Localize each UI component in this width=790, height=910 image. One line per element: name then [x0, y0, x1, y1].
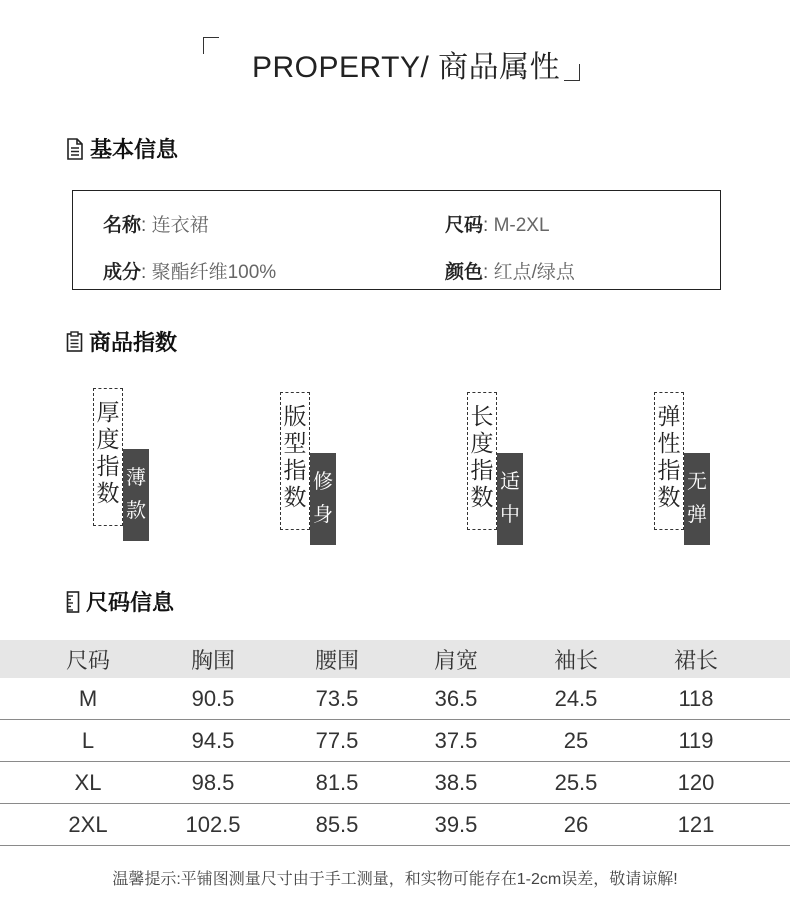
table-cell: 85.5: [315, 811, 359, 837]
table-cell: 38.5: [434, 769, 478, 795]
product-index-heading-label: 商品指数: [89, 330, 178, 355]
info-key: 成分: [103, 262, 142, 283]
size-table: [0, 640, 790, 846]
basic-info-heading: [66, 133, 178, 164]
table-cell: M: [78, 685, 98, 711]
table-cell: 81.5: [315, 769, 359, 795]
index-label-box: [93, 388, 123, 526]
title-corner-bottom-right: [564, 64, 580, 81]
info-value: 红点/绿点: [493, 262, 575, 283]
column-header: 袖长: [553, 647, 598, 673]
index-value-char: 身: [313, 504, 333, 526]
index-label-box: [467, 392, 497, 530]
product-index-heading: [66, 326, 177, 357]
size-info-heading: [66, 586, 174, 617]
table-cell: L: [81, 727, 95, 753]
index-label-char: 指: [657, 457, 681, 483]
index-label-char: 版: [283, 403, 307, 429]
info-separator: :: [141, 262, 152, 283]
info-value: M-2XL: [493, 215, 550, 236]
index-value-box: [684, 453, 710, 545]
index-value-box: [123, 449, 149, 541]
info-item-material: [103, 257, 276, 284]
table-row: [0, 762, 790, 804]
info-item-color: [445, 257, 575, 284]
title-corner-top-left: [203, 37, 219, 54]
table-cell: 118: [678, 685, 714, 711]
table-cell: 102.5: [185, 811, 241, 837]
index-value-char: 款: [126, 500, 146, 522]
index-label-char: 指: [283, 457, 307, 483]
index-label-char: 数: [283, 484, 307, 510]
column-header: 胸围: [190, 647, 235, 673]
index-value-char: 适: [500, 471, 520, 493]
info-item-size: [445, 210, 550, 237]
table-row: [0, 804, 790, 846]
info-key: 颜色: [445, 262, 484, 283]
basic-info-box: [72, 190, 721, 290]
index-label-char: 数: [657, 484, 681, 510]
table-cell: 94.5: [191, 727, 235, 753]
page-title: PROPERTY/ 商品属性: [252, 51, 561, 84]
table-cell: 26: [563, 811, 589, 837]
column-header: 腰围: [314, 647, 359, 673]
table-cell: 120: [677, 769, 715, 795]
table-cell: XL: [74, 769, 102, 795]
index-value-box: [497, 453, 523, 545]
column-header: 裙长: [673, 647, 718, 673]
table-cell: 119: [678, 727, 714, 753]
index-label-box: [280, 392, 310, 530]
index-label-box: [654, 392, 684, 530]
ruler-icon: [66, 591, 80, 613]
table-cell: 121: [677, 811, 715, 837]
column-header: 尺码: [65, 647, 110, 673]
index-value-char: 弹: [687, 504, 707, 526]
table-cell: 90.5: [191, 685, 235, 711]
table-cell: 37.5: [434, 727, 478, 753]
size-table-header: [0, 640, 790, 678]
info-separator: :: [141, 215, 152, 236]
index-value-char: 修: [313, 471, 333, 493]
table-cell: 25.5: [554, 769, 598, 795]
table-cell: 77.5: [315, 727, 359, 753]
info-separator: :: [483, 215, 494, 236]
index-value-char: 中: [500, 504, 520, 526]
column-header: 肩宽: [433, 647, 478, 673]
index-label-char: 指: [96, 453, 120, 479]
index-label-char: 数: [470, 484, 494, 510]
table-cell: 73.5: [315, 685, 359, 711]
info-key: 尺码: [445, 215, 484, 236]
table-cell: 36.5: [434, 685, 478, 711]
table-cell: 2XL: [68, 811, 108, 837]
table-cell: 24.5: [554, 685, 598, 711]
table-cell: 39.5: [434, 811, 478, 837]
index-label-char: 型: [283, 430, 307, 456]
info-value: 聚酯纤维100%: [151, 262, 277, 283]
index-value-box: [310, 453, 336, 545]
info-item-name: [103, 210, 209, 237]
table-cell: 98.5: [191, 769, 235, 795]
table-cell: 25: [563, 727, 589, 753]
index-label-char: 度: [96, 426, 120, 452]
index-label-char: 厚: [96, 399, 120, 425]
clipboard-icon: [66, 331, 83, 352]
info-key: 名称: [103, 215, 142, 236]
index-label-char: 性: [657, 430, 681, 456]
index-label-char: 长: [470, 403, 494, 429]
document-icon: [66, 138, 84, 160]
size-info-heading-label: 尺码信息: [86, 590, 175, 615]
info-value: 连衣裙: [151, 215, 209, 236]
table-row: [0, 678, 790, 720]
index-label-char: 弹: [657, 403, 681, 429]
info-separator: :: [483, 262, 494, 283]
basic-info-heading-label: 基本信息: [90, 137, 179, 162]
index-value-char: 薄: [126, 467, 146, 489]
index-label-char: 指: [470, 457, 494, 483]
footer-note: 温馨提示:平铺图测量尺寸由于手工测量，和实物可能存在1-2cm误差，敬请谅解!: [112, 871, 678, 888]
index-value-char: 无: [687, 471, 707, 493]
index-label-char: 度: [470, 430, 494, 456]
table-row: [0, 720, 790, 762]
index-label-char: 数: [96, 480, 120, 506]
